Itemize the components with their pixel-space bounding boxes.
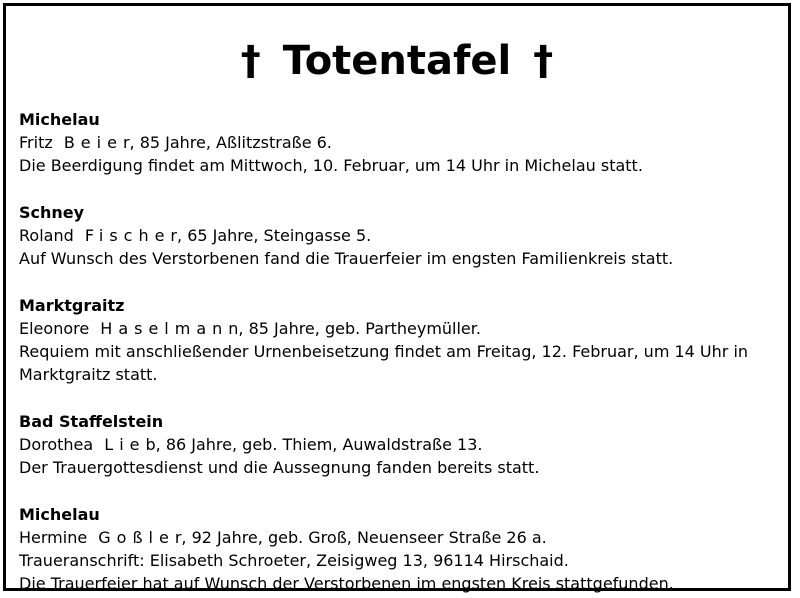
entry-place: Marktgraitz bbox=[19, 296, 125, 315]
entry-person bbox=[19, 317, 784, 340]
surname: Goßler bbox=[98, 528, 188, 547]
entry-person bbox=[19, 433, 784, 456]
surname: Fischer bbox=[84, 226, 184, 245]
entry-person bbox=[19, 526, 784, 549]
person-details: , 85 Jahre, geb. Partheymüller. bbox=[238, 319, 481, 338]
obituary-entry bbox=[19, 201, 784, 270]
entry-place: Schney bbox=[19, 203, 85, 222]
entry-place: Michelau bbox=[19, 110, 100, 129]
first-name: Eleonore bbox=[19, 319, 90, 338]
entry-note: Der Trauergottesdienst und die Aussegnung fanden bereits statt. bbox=[19, 458, 540, 477]
entry-place: Michelau bbox=[19, 505, 100, 524]
first-name: Dorothea bbox=[19, 435, 94, 454]
person-details: , 85 Jahre, Aßlitzstraße 6. bbox=[129, 133, 332, 152]
obituary-entry bbox=[19, 503, 784, 595]
first-name: Roland bbox=[19, 226, 74, 245]
person-details: , 65 Jahre, Steingasse 5. bbox=[177, 226, 372, 245]
page-title bbox=[6, 36, 788, 86]
entry-note: Die Trauerfeier hat auf Wunsch der Verstorbenen im engsten Kreis stattgefunden. bbox=[19, 574, 674, 593]
obituary-list bbox=[19, 108, 784, 595]
entry-note: Die Beerdigung findet am Mittwoch, 10. Februar, um 14 Uhr in Michelau statt. bbox=[19, 156, 643, 175]
cross-left-icon: † bbox=[240, 38, 261, 84]
surname: Beier bbox=[63, 133, 136, 152]
entry-person bbox=[19, 131, 784, 154]
obituary-entry bbox=[19, 294, 784, 386]
surname: Haselmann bbox=[100, 319, 245, 338]
cross-right-icon: † bbox=[533, 38, 554, 84]
person-details: , 92 Jahre, geb. Groß, Neuenseer Straße 26 a. bbox=[181, 528, 547, 547]
obituary-entry bbox=[19, 410, 784, 479]
obituary-board bbox=[3, 3, 791, 591]
surname: Lieb bbox=[104, 435, 162, 454]
obituary-entry bbox=[19, 108, 784, 177]
person-details: , 86 Jahre, geb. Thiem, Auwaldstraße 13. bbox=[155, 435, 483, 454]
entry-note: Auf Wunsch des Verstorbenen fand die Trauerfeier im engsten Familienkreis statt. bbox=[19, 249, 674, 268]
entry-person bbox=[19, 224, 784, 247]
title-text: Totentafel bbox=[282, 38, 512, 84]
first-name: Fritz bbox=[19, 133, 53, 152]
first-name: Hermine bbox=[19, 528, 88, 547]
entry-note: Requiem mit anschließender Urnenbeisetzung findet am Freitag, 12. Februar, um 14 Uhr in Marktgraitz statt. bbox=[19, 342, 749, 384]
entry-place: Bad Staffelstein bbox=[19, 412, 164, 431]
entry-note: Traueranschrift: Elisabeth Schroeter, Zeisigweg 13, 96114 Hirschaid. bbox=[19, 551, 569, 570]
